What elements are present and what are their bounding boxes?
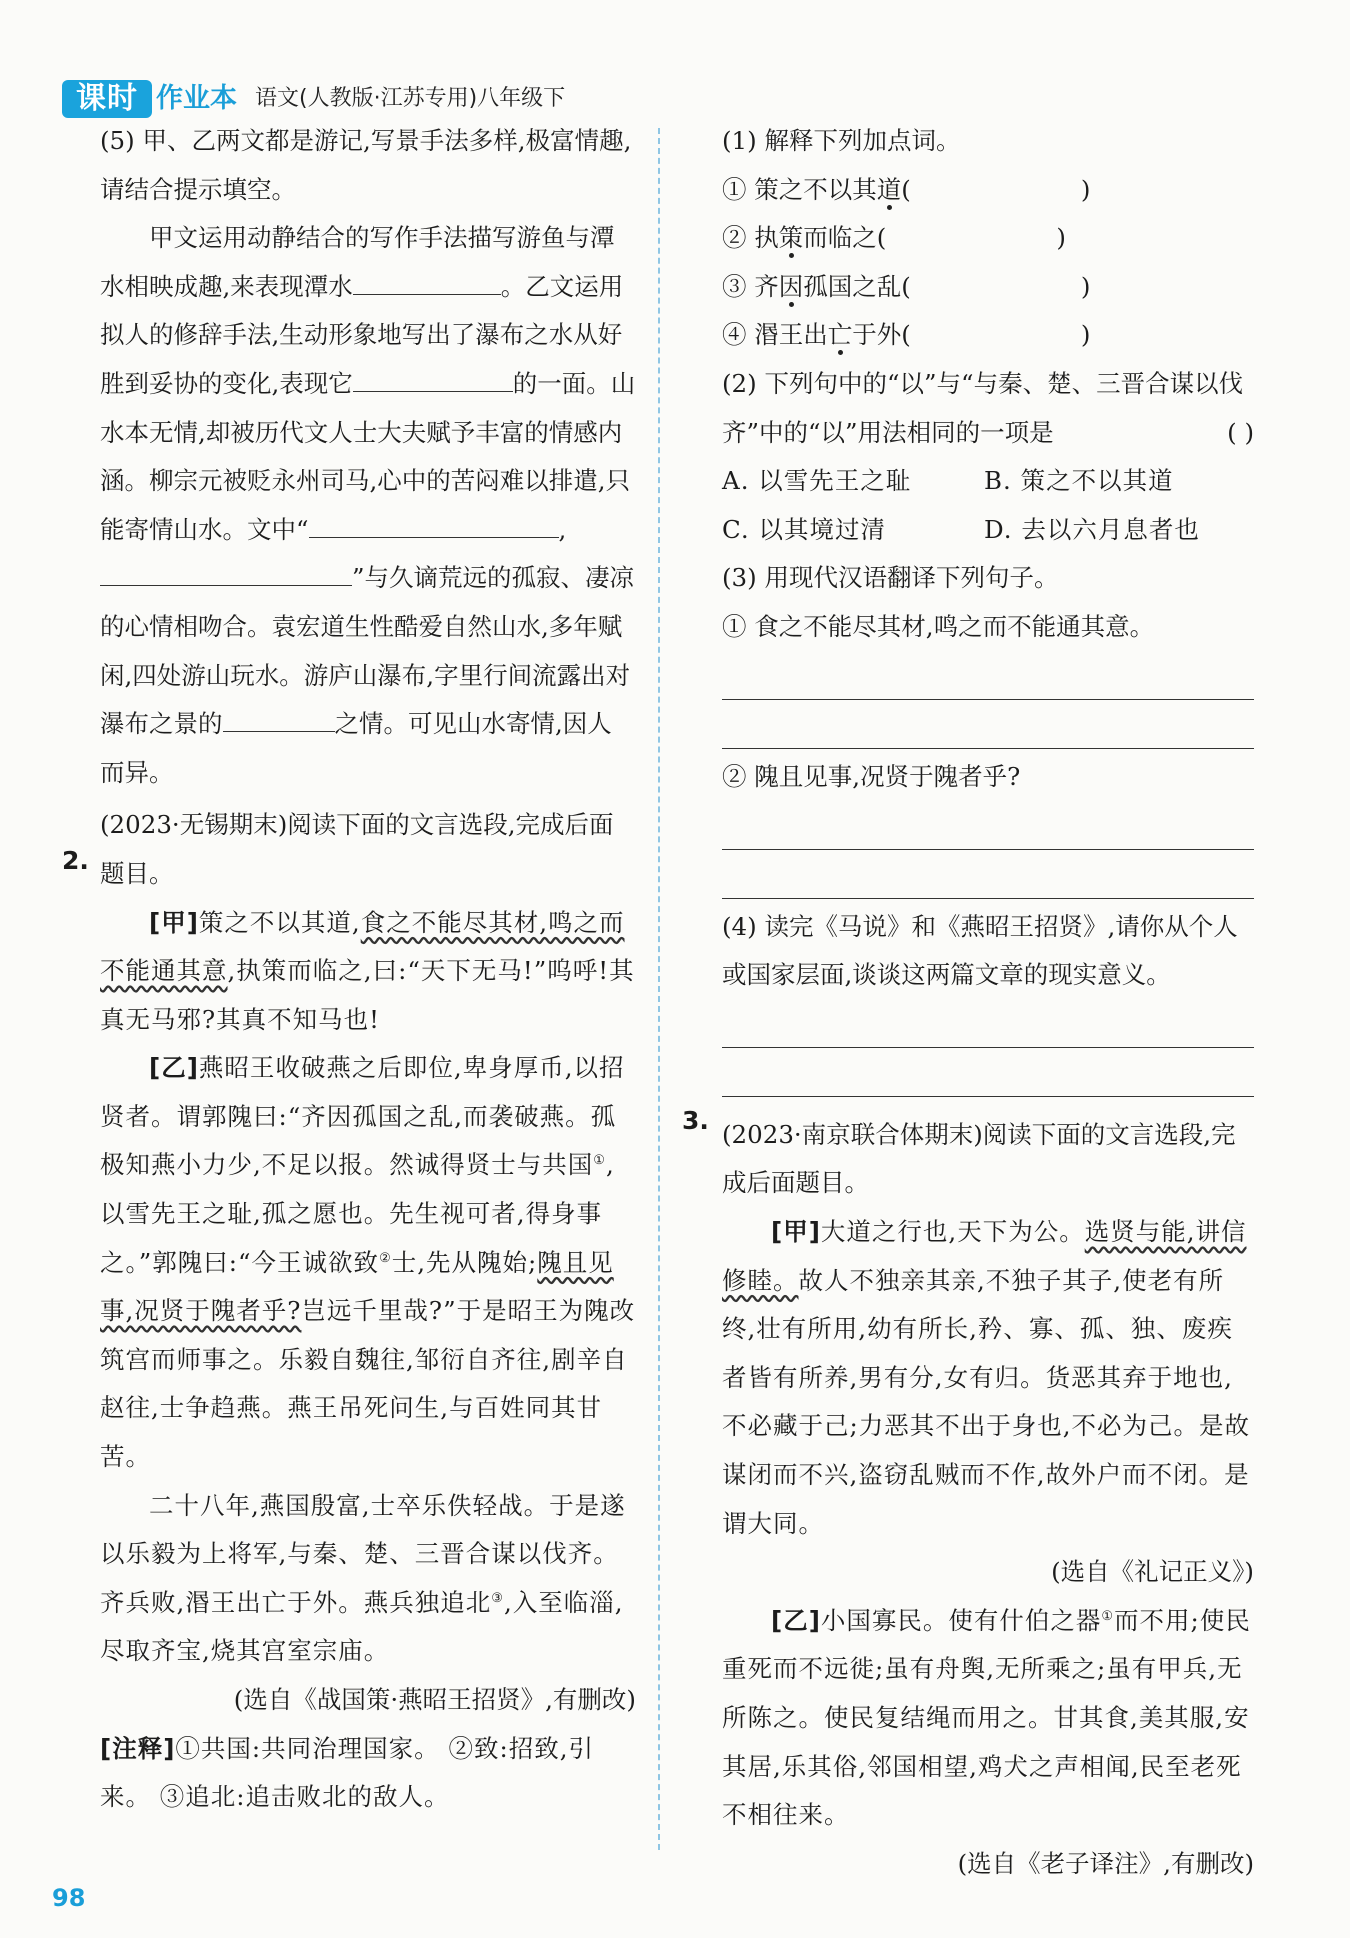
answer-line[interactable] — [722, 1000, 1254, 1049]
passage-yi-continued: 二十八年,燕国殷富,士卒乐佚轻战。于是遂以乐毅为上将军,与秦、楚、三晋合谋以伐齐。齐兵败,湣王出亡于外。燕兵独追北③,入至临淄,尽取齐宝,烧其宫室宗庙。 — [100, 1490, 626, 1666]
answer-blank[interactable] — [911, 168, 1081, 198]
answer-blank[interactable] — [911, 313, 1081, 343]
underlined-sentence: 食之不能尽其材,鸣之而不能通其意 — [100, 907, 625, 986]
subquestion-4: (4) 读完《马说》和《燕昭王招贤》,请你从个人或国家层面,谈谈这两篇文章的现实意义。 — [722, 911, 1238, 990]
question-5-prompt: (5) 甲、乙两文都是游记,写景手法多样,极富情趣,请结合提示填空。 — [100, 126, 632, 204]
subject-title: 语文(人教版·江苏专用)八年级下 — [255, 86, 566, 111]
fill-in-paragraph: 甲文运用动静结合的写作手法描写游鱼与潭水相映成趣,来表现潭水 。乙文运用拟人的修辞手法,生动形象地写出了瀑布之水从好胜到妥协的变化,表现它 的一面。山水本无情,却被历代文人士大夫赋予丰富的情感内涵。柳宗元被贬永州司马,心中的苦闷难以排遣,只能寄情山水。文中“ ,”与久谪荒远的孤寂、凄凉的心情相吻合。袁宏道生性酷爱自然山水,多年赋闲,四处游山玩水。游庐山瀑布,字里行间流露出对瀑布之景的 之情。可见山水寄情,因人而异。 — [100, 223, 636, 787]
options-row-2 — [722, 506, 1254, 555]
source-citation: (选自《礼记正义》) — [1051, 1557, 1254, 1587]
answer-line[interactable] — [722, 850, 1254, 899]
passage-3-yi: [乙]小国寡民。使有什伯之器①而不用;使民重死而不远徙;虽有舟舆,无所乘之;虽有甲兵,无所陈之。使民复结绳而用之。甘其食,美其服,安其居,乐其俗,邻国相望,鸡犬之声相闻,民至老死不相往来。 — [722, 1605, 1251, 1830]
answer-blank[interactable] — [353, 264, 501, 295]
word-item: ③ 齐因孤国之乱( ) — [722, 263, 1254, 312]
passage-3-jia: [甲]大道之行也,天下为公。选贤与能,讲信修睦。故人不独亲其亲,不独子其子,使老有所终,壮有所用,幼有所长,矜、寡、孤、独、废疾者皆有所养,男有分,女有归。货恶其弃于地也,不必藏于己;力恶其不出于身也,不必为己。是故谋闭而不兴,盗窃乱贼而不作,故外户而不闭。是谓大同。 — [722, 1217, 1251, 1538]
translate-sentence-1: ① 食之不能尽其材,鸣之而不能通其意。 — [722, 611, 1155, 641]
option-d[interactable]: D. 去以六月息者也 — [984, 514, 1200, 544]
option-b[interactable]: B. 策之不以其道 — [984, 466, 1174, 496]
source-citation: (选自《老子译注》,有删改) — [957, 1848, 1254, 1878]
word-item: ④ 湣王出亡于外( ) — [722, 311, 1254, 360]
question-2-number: 2. — [62, 846, 89, 875]
word-list — [722, 166, 1254, 360]
answer-blank[interactable] — [886, 216, 1056, 246]
answer-blank[interactable] — [100, 555, 176, 586]
passage-yi: [乙]燕昭王收破燕之后即位,卑身厚币,以招贤者。谓郭隗曰:“齐因孤国之乱,而袭破燕。孤极知燕小力少,不足以报。然诚得贤士与共国①,以雪先王之耻,孤之愿也。先生视可者,得身事之。”郭隗曰:“今王诚欲致②士,先从隗始;隗且见事,况贤于隗者乎?岂远千里哉?”于是昭王为隗改筑宫而师事之。乐毅自魏往,邹衍自齐往,剧辛自赵往,士争趋燕。燕王吊死问生,与百姓同其甘苦。 — [100, 1053, 636, 1472]
word-item: ① 策之不以其道( ) — [722, 166, 1254, 215]
answer-blank[interactable] — [223, 701, 335, 732]
translate-sentence-2: ② 隗且见事,况贤于隗者乎? — [722, 761, 1021, 791]
answer-line[interactable] — [722, 801, 1254, 850]
passage-jia: [甲]策之不以其道,食之不能尽其材,鸣之而不能通其意,执策而临之,曰:“天下无马!”呜呼!其真无马邪?其真不知马也! — [100, 907, 635, 1034]
answer-blank[interactable] — [309, 507, 559, 538]
answer-blank[interactable] — [353, 361, 513, 392]
answer-line[interactable] — [722, 652, 1254, 701]
options-row-1 — [722, 457, 1254, 506]
question-3-prompt: (2023·南京联合体期末)阅读下面的文言选段,完成后面题目。 — [722, 1119, 1236, 1198]
left-column — [100, 117, 636, 1822]
answer-paren[interactable]: ( ) — [1227, 417, 1254, 447]
page-number: 98 — [52, 1884, 86, 1912]
column-divider — [658, 128, 660, 1850]
answer-line[interactable] — [722, 1048, 1254, 1097]
option-a[interactable]: A. 以雪先王之耻 — [722, 466, 912, 496]
page-header — [62, 66, 565, 118]
source-citation: (选自《战国策·燕昭王招贤》,有删改) — [233, 1685, 636, 1714]
answer-line[interactable] — [722, 700, 1254, 749]
underlined-sentence: 隗且见事,况贤于隗者乎? — [100, 1247, 614, 1326]
subquestion-1: (1) 解释下列加点词。 — [722, 126, 961, 155]
brand-logo: 课时 — [62, 80, 152, 118]
question-3-number: 3. — [682, 1106, 709, 1135]
question-2-prompt: (2023·无锡期末)阅读下面的文言选段,完成后面题目。 — [100, 810, 614, 888]
underlined-sentence: 选贤与能,讲信修睦。 — [722, 1217, 1247, 1295]
word-item: ② 执策而临之( ) — [722, 214, 1254, 263]
subquestion-3: (3) 用现代汉语翻译下列句子。 — [722, 563, 1059, 593]
brand-name: 作业本 — [156, 83, 237, 114]
answer-blank[interactable] — [176, 555, 352, 586]
right-column — [722, 117, 1254, 1888]
option-c[interactable]: C. 以其境过清 — [722, 514, 886, 544]
subquestion-2: (2) 下列句中的“以”与“与秦、楚、三晋合谋以伐齐”中的“以”用法相同的一项是 ( ) — [722, 360, 1254, 457]
answer-blank[interactable] — [911, 265, 1081, 295]
annotation-notes: [注释]①共国:共同治理国家。 ②致:招致,引来。 ③追北:追击败北的敌人。 — [100, 1733, 594, 1812]
